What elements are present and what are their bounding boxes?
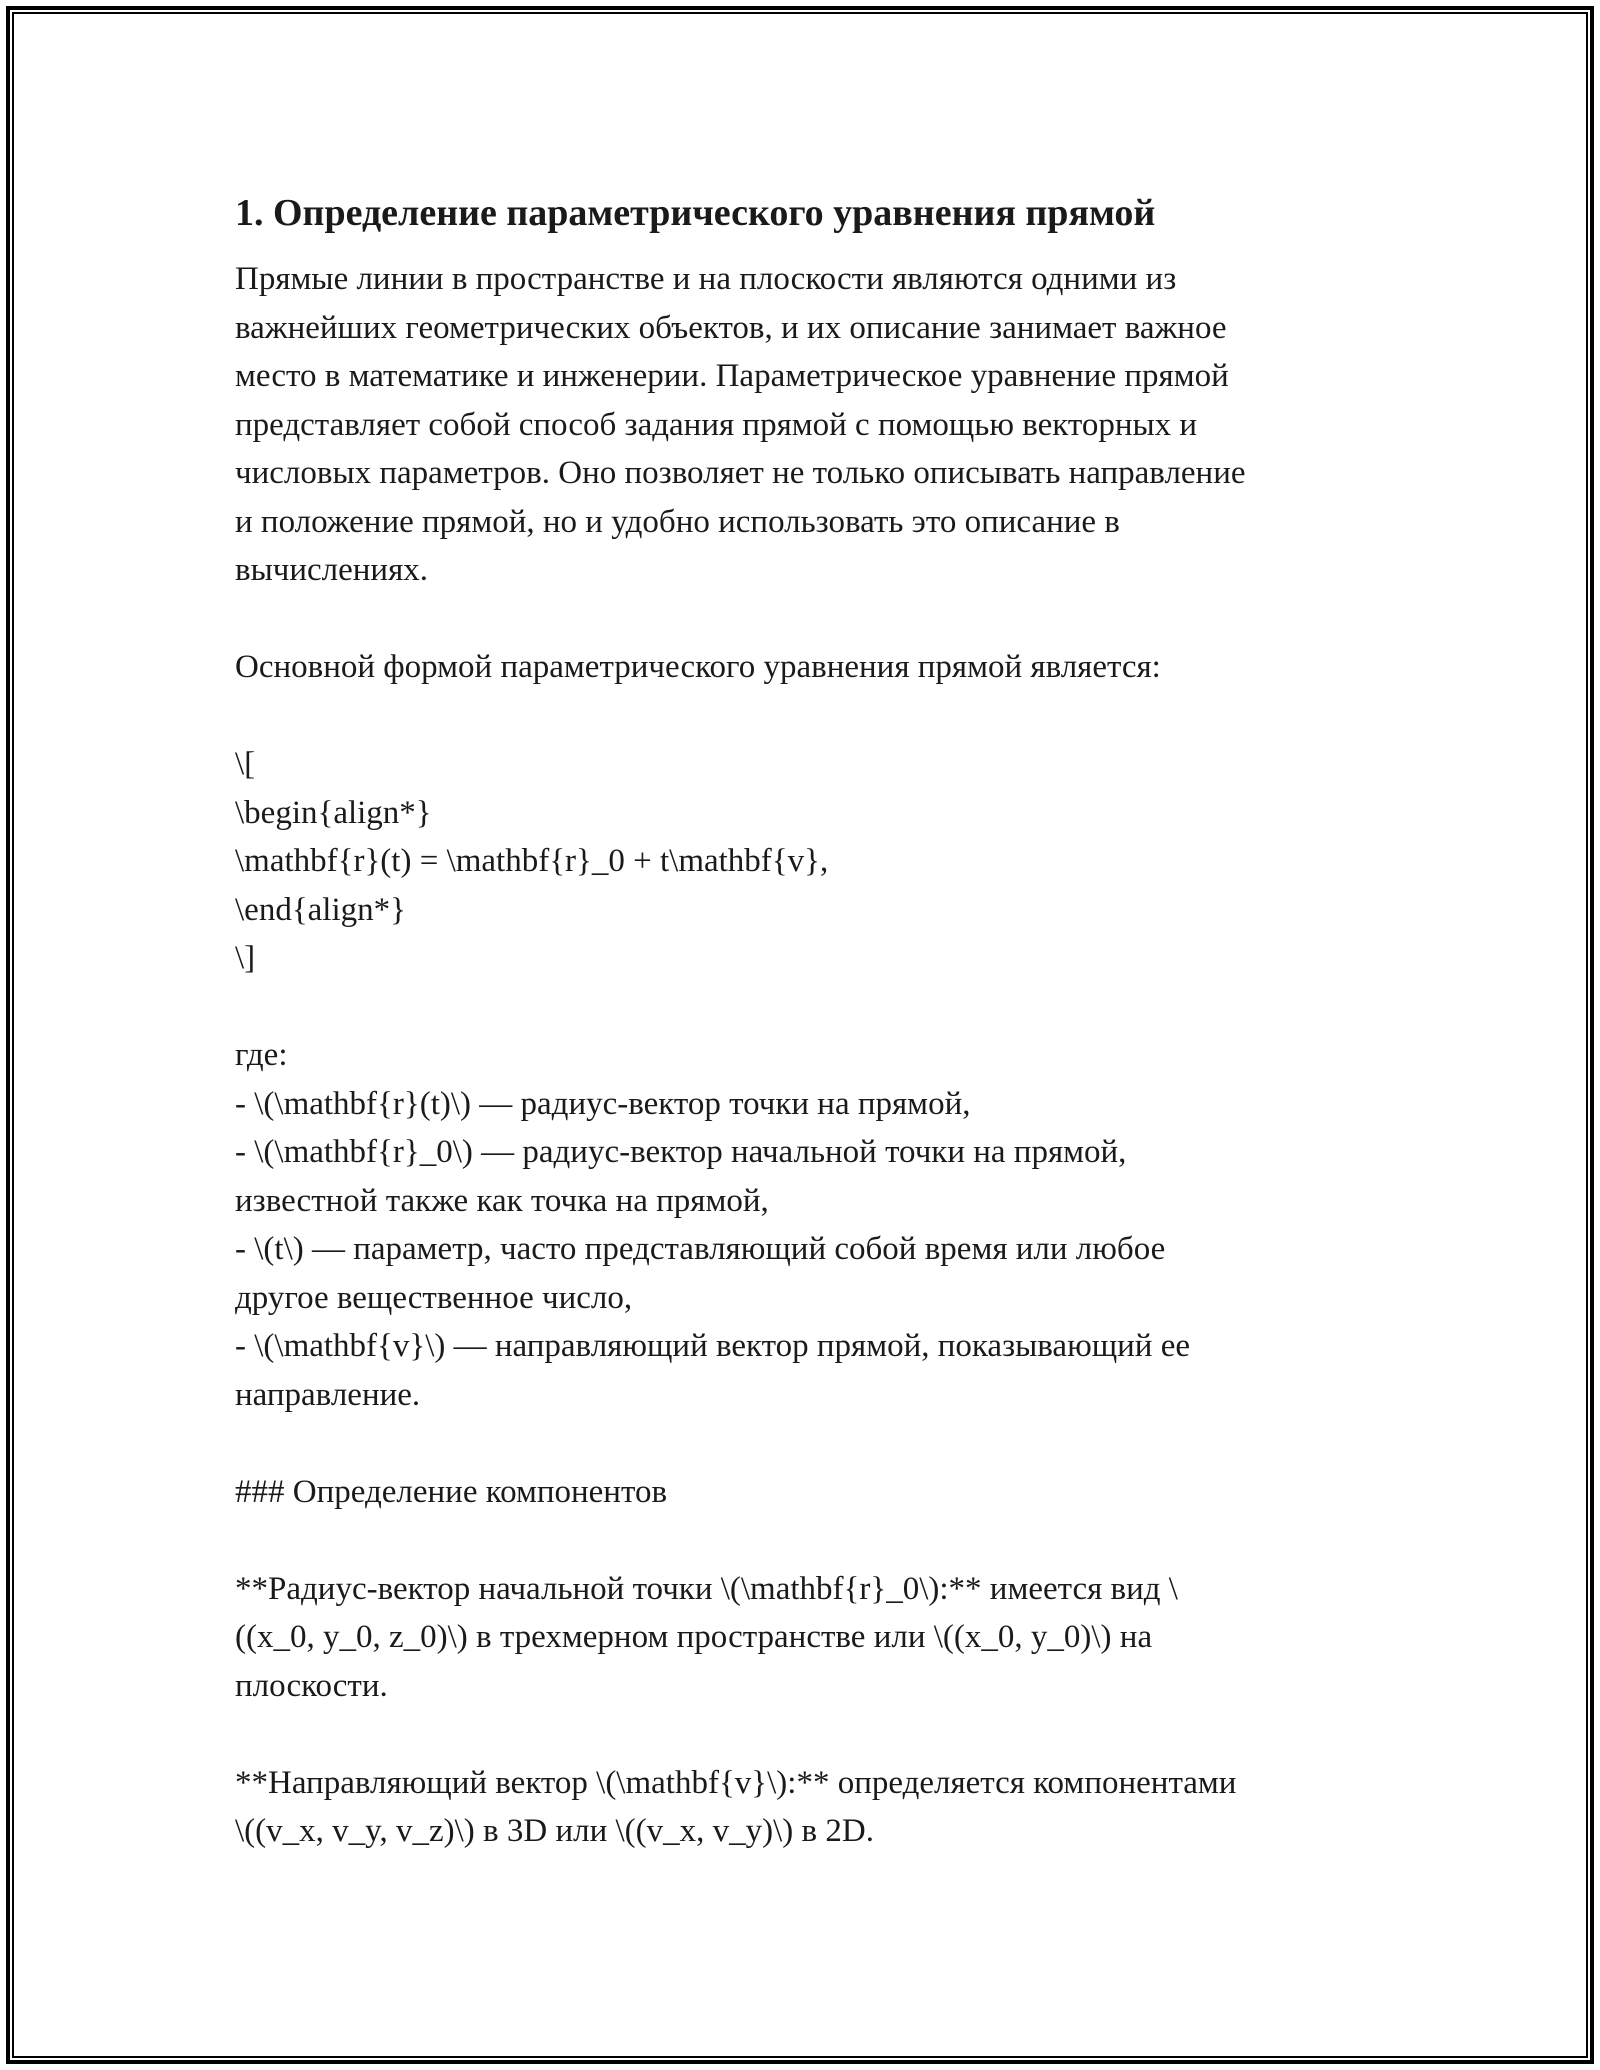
equation-line: \[: [235, 746, 256, 782]
blank-line: [235, 595, 1395, 644]
intro-line: важнейших геометрических объектов, и их описание занимает важное: [235, 309, 1227, 346]
where-definitions: [235, 1031, 1395, 1419]
basic-form-line: Основной формой параметрического уравнения прямой является:: [235, 649, 1161, 685]
equation-line: \end{align*}: [235, 891, 406, 928]
blank-line: [235, 1516, 1395, 1565]
subheading-paragraph: [235, 1468, 1395, 1517]
basic-form-paragraph: [235, 643, 1395, 692]
document-body: [235, 185, 1395, 1856]
section-heading: 1. Определение параметрического уравнения прямой: [235, 192, 1156, 234]
where-line: известной также как точка на прямой,: [235, 1182, 769, 1219]
intro-line: и положение прямой, но и удобно использовать это описание в: [235, 503, 1120, 540]
equation-line: \]: [235, 940, 256, 976]
where-line: - \(\mathbf{v}\) — направляющий вектор прямой, показывающий ее: [235, 1328, 1191, 1364]
blank-line: [235, 1419, 1395, 1468]
direction-vector-line: \((v_x, v_y, v_z)\) в 3D или \((v_x, v_y)\) в 2D.: [235, 1813, 874, 1849]
intro-line: место в математике и инженерии. Параметрическое уравнение прямой: [235, 358, 1229, 394]
blank-line: [235, 983, 1395, 1032]
intro-line: Прямые линии в пространстве и на плоскости являются одними из: [235, 261, 1177, 297]
where-line: где:: [235, 1037, 288, 1073]
intro-line: представляет собой способ задания прямой с помощью векторных и: [235, 406, 1198, 443]
where-line: - \(\mathbf{r}_0\) — радиус-вектор начальной точки на прямой,: [235, 1134, 1127, 1170]
where-line: - \(\mathbf{r}(t)\) — радиус-вектор точки на прямой,: [235, 1085, 971, 1122]
intro-paragraph: [235, 255, 1395, 595]
radius-vector-line: плоскости.: [235, 1667, 388, 1704]
direction-vector-line: **Направляющий вектор \(\mathbf{v}\):** определяется компонентами: [235, 1764, 1237, 1801]
intro-line: вычислениях.: [235, 552, 429, 588]
equation-line: \begin{align*}: [235, 794, 432, 831]
radius-vector-paragraph: [235, 1565, 1395, 1711]
radius-vector-line: **Радиус-вектор начальной точки \(\mathbf{r}_0\):** имеется вид \: [235, 1570, 1178, 1607]
equation-block: [235, 740, 1395, 983]
direction-vector-paragraph: [235, 1759, 1395, 1856]
components-subheading: ### Определение компонентов: [235, 1473, 668, 1510]
where-line: другое вещественное число,: [235, 1279, 633, 1316]
blank-line: [235, 1710, 1395, 1759]
blank-line: [235, 692, 1395, 741]
radius-vector-line: ((x_0, y_0, z_0)\) в трехмерном пространстве или \((x_0, y_0)\) на: [235, 1619, 1153, 1655]
equation-line: \mathbf{r}(t) = \mathbf{r}_0 + t\mathbf{v},: [235, 843, 829, 879]
intro-line: числовых параметров. Оно позволяет не только описывать направление: [235, 455, 1246, 491]
where-line: направление.: [235, 1376, 421, 1413]
where-line: - \(t\) — параметр, часто представляющий собой время или любое: [235, 1231, 1166, 1267]
